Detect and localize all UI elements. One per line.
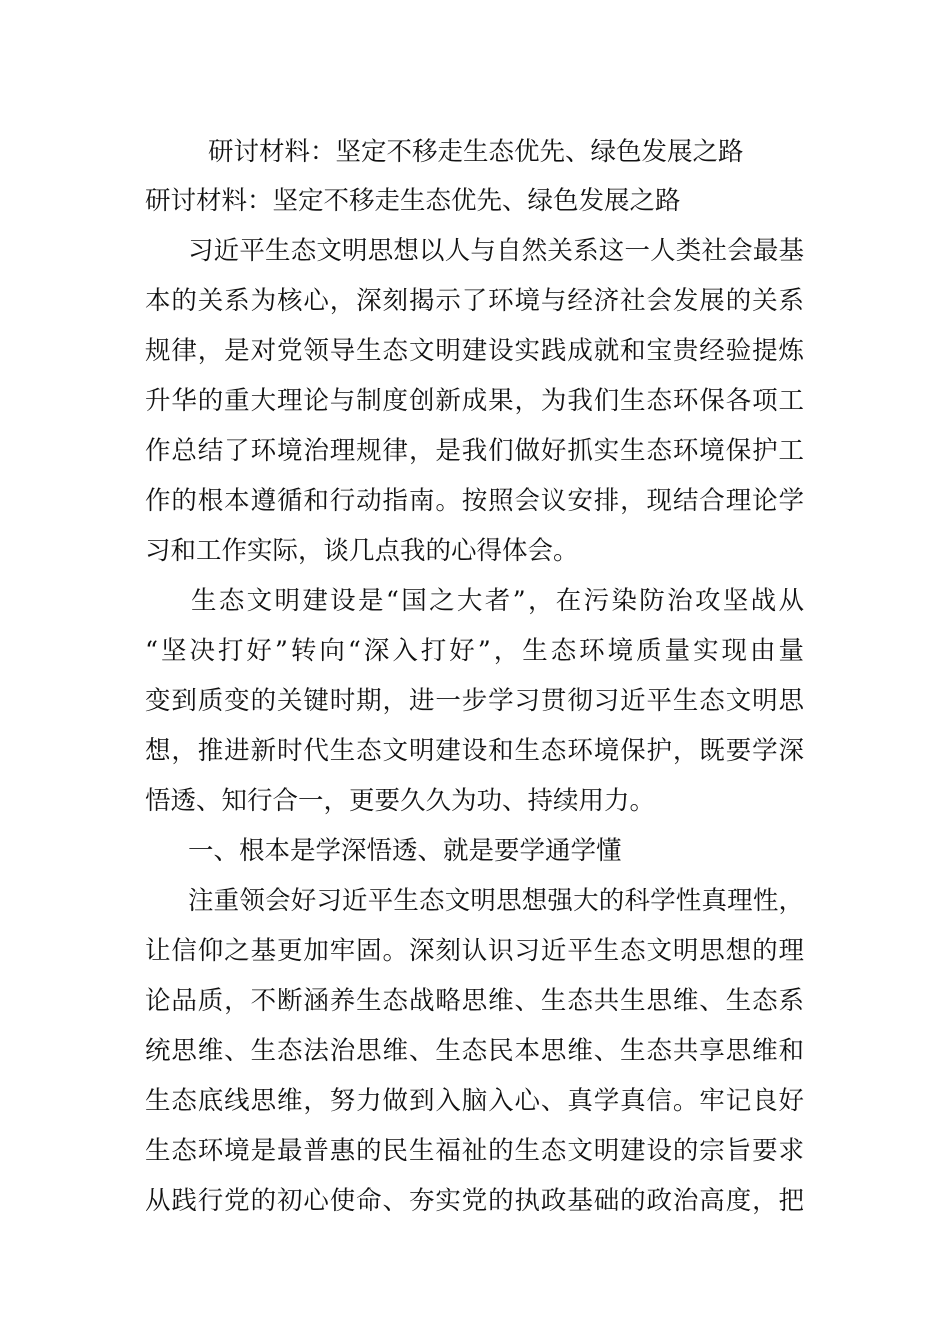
paragraph-line: 论品质，不断涵养生态战略思维、生态共生思维、生态系 bbox=[145, 986, 804, 1016]
paragraph-line: 注重领会好习近平生态文明思想强大的科学性真理性， bbox=[188, 886, 804, 916]
paragraph-line: “坚决打好”转向“深入打好”，生态环境质量实现由量 bbox=[145, 636, 804, 666]
paragraph-line: 本的关系为核心，深刻揭示了环境与经济社会发展的关系 bbox=[145, 286, 804, 316]
paragraph-line: 生态文明建设是“国之大者”，在污染防治攻坚战从 bbox=[191, 586, 804, 616]
paragraph-line: 作的根本遵循和行动指南。按照会议安排，现结合理论学 bbox=[145, 486, 804, 516]
paragraph-line: 想，推进新时代生态文明建设和生态环境保护，既要学深 bbox=[145, 736, 804, 766]
paragraph-line: 生态环境是最普惠的民生福祉的生态文明建设的宗旨要求 bbox=[145, 1136, 804, 1166]
section-heading: 一、根本是学深悟透、就是要学通学懂 bbox=[188, 836, 622, 866]
paragraph-line: 作总结了环境治理规律，是我们做好抓实生态环境保护工 bbox=[145, 436, 804, 466]
paragraph-line: 变到质变的关键时期，进一步学习贯彻习近平生态文明思 bbox=[145, 686, 804, 716]
paragraph-line: 悟透、知行合一，更要久久为功、持续用力。 bbox=[145, 786, 656, 816]
paragraph-line: 生态底线思维，努力做到入脑入心、真学真信。牢记良好 bbox=[145, 1086, 804, 1116]
document-title: 研讨材料：坚定不移走生态优先、绿色发展之路 bbox=[208, 137, 744, 167]
paragraph-line: 升华的重大理论与制度创新成果，为我们生态环保各项工 bbox=[145, 386, 804, 416]
paragraph-line: 统思维、生态法治思维、生态民本思维、生态共享思维和 bbox=[145, 1036, 804, 1066]
paragraph-line: 规律，是对党领导生态文明建设实践成就和宝贵经验提炼 bbox=[145, 336, 804, 366]
document-subtitle: 研讨材料：坚定不移走生态优先、绿色发展之路 bbox=[145, 186, 681, 216]
paragraph-line: 让信仰之基更加牢固。深刻认识习近平生态文明思想的理 bbox=[145, 936, 804, 966]
paragraph-line: 习和工作实际，谈几点我的心得体会。 bbox=[145, 536, 579, 566]
paragraph-line: 从践行党的初心使命、夯实党的执政基础的政治高度，把 bbox=[145, 1186, 804, 1216]
paragraph-line: 习近平生态文明思想以人与自然关系这一人类社会最基 bbox=[188, 236, 804, 266]
